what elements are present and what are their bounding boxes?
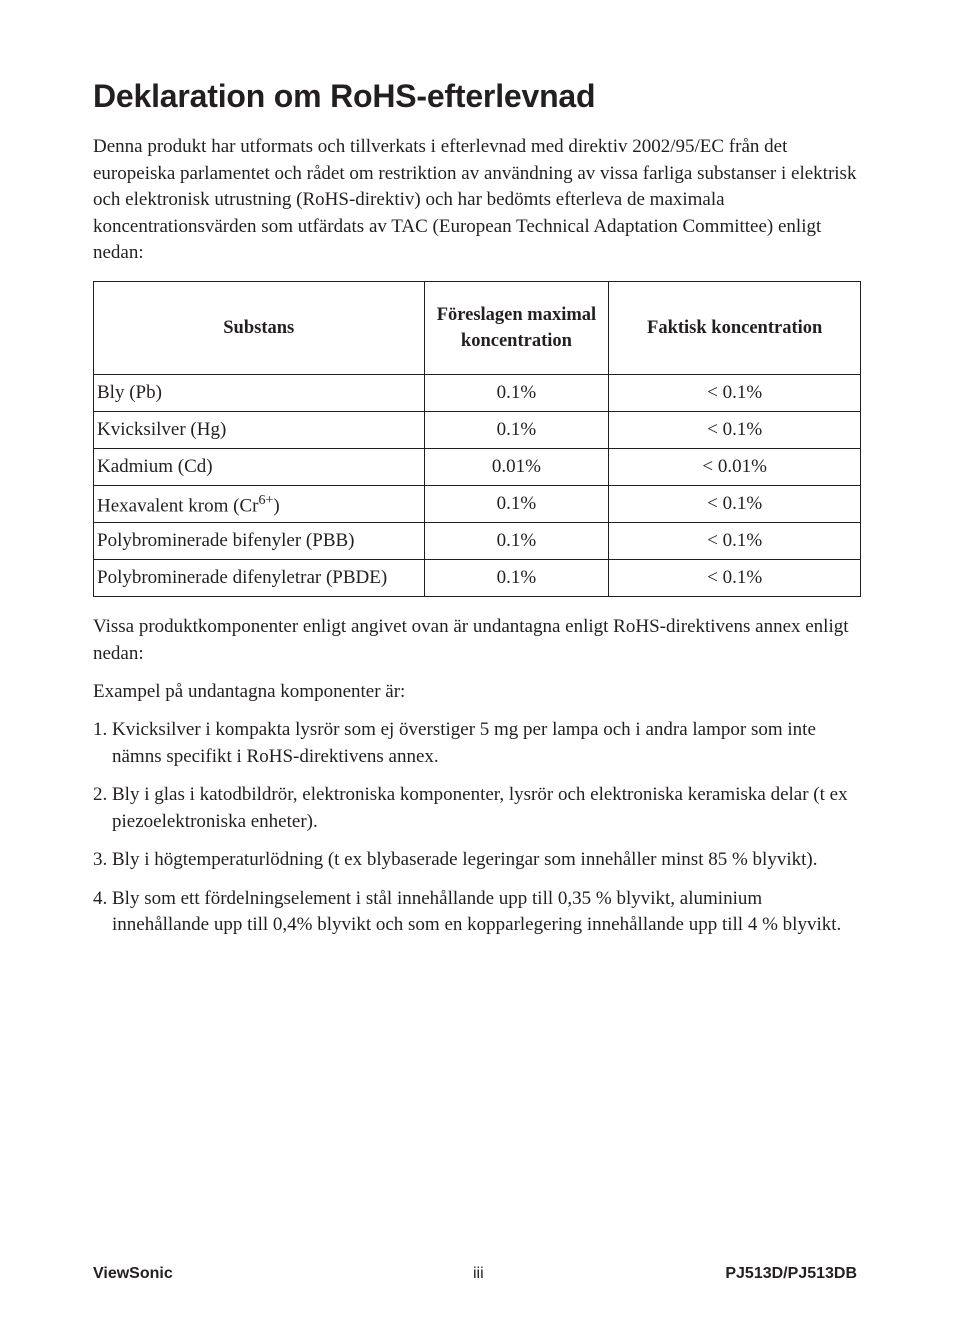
list-item xyxy=(93,717,861,770)
cell-substance xyxy=(94,486,425,523)
list-item-number: 3. xyxy=(93,849,108,870)
table-row xyxy=(94,412,861,449)
cell-proposed: 0.01% xyxy=(424,449,609,486)
header-proposed-max-line1: Föreslagen maximal xyxy=(436,305,597,325)
list-item xyxy=(93,847,861,874)
list-item-text: Bly i högtemperaturlödning (t ex blybaserade legeringar som innehåller minst 85 % blyvikt). xyxy=(112,849,818,870)
cell-actual: < 0.1% xyxy=(609,560,861,597)
table-row xyxy=(94,523,861,560)
cell-substance-superscript: 6+ xyxy=(258,493,274,509)
footer-page-number: iii xyxy=(473,1265,484,1282)
footer-model: PJ513D/PJ513DB xyxy=(725,1265,857,1282)
cell-actual: < 0.1% xyxy=(609,523,861,560)
cell-actual: < 0.01% xyxy=(609,449,861,486)
list-item-number: 4. xyxy=(93,887,108,909)
cell-proposed: 0.1% xyxy=(424,486,609,523)
cell-proposed: 0.1% xyxy=(424,523,609,560)
cell-substance-tail: ) xyxy=(273,495,280,517)
cell-substance: Kadmium (Cd) xyxy=(94,449,425,486)
cell-substance: Bly (Pb) xyxy=(94,375,425,412)
cell-proposed: 0.1% xyxy=(424,560,609,597)
cell-substance: Kvicksilver (Hg) xyxy=(94,412,425,449)
cell-substance-text: Hexavalent krom (Cr xyxy=(97,495,259,517)
page-footer xyxy=(93,1265,857,1285)
exempt-note: Vissa produktkomponenter enligt angivet ovan är undantagna enligt RoHS-direktivens annex enligt nedan: xyxy=(93,616,849,664)
list-item-text: Bly som ett fördelningselement i stål innehållande upp till 0,35 % blyvikt, aluminium innehållande upp till 0,4% blyvikt och som en kopparlegering innehållande upp till 4 % blyvikt. xyxy=(112,887,842,935)
cell-actual: < 0.1% xyxy=(609,375,861,412)
header-proposed-max-line2: koncentration xyxy=(460,331,572,351)
cell-proposed: 0.1% xyxy=(424,375,609,412)
cell-actual: < 0.1% xyxy=(609,486,861,523)
list-item-text: Kvicksilver i kompakta lysrör som ej överstiger 5 mg per lampa och i andra lampor som inte nämns specifikt i RoHS-direktivens annex. xyxy=(112,719,816,767)
list-item xyxy=(93,782,861,835)
header-actual: Faktisk koncentration xyxy=(609,282,861,375)
table-header-row xyxy=(94,282,861,375)
page-title: Deklaration om RoHS-efterlevnad xyxy=(93,78,596,114)
table-row xyxy=(94,375,861,412)
intro-paragraph: Denna produkt har utformats och tillverkats i efterlevnad med direktiv 2002/95/EC från det europeiska parlamentet och rådet om restriktion av användning av vissa farliga substanser i elektrisk och elektronisk utrustning (RoHS-direktiv) och har bedömts efterleva de maximala koncentrationsvärden som utfärdats av TAC (European Technical Adaptation Committee) enligt nedan: xyxy=(93,136,857,263)
cell-actual: < 0.1% xyxy=(609,412,861,449)
cell-proposed: 0.1% xyxy=(424,412,609,449)
examples-heading: Exampel på undantagna komponenter är: xyxy=(93,681,406,702)
list-item-number: 1. xyxy=(93,719,108,740)
footer-brand: ViewSonic xyxy=(93,1265,173,1282)
list-item-text: Bly i glas i katodbildrör, elektroniska komponenter, lysrör och elektroniska keramiska delar (t ex piezoelektroniska enheter). xyxy=(112,784,848,832)
table-row xyxy=(94,449,861,486)
cell-substance: Polybrominerade difenyletrar (PBDE) xyxy=(94,560,425,597)
cell-substance: Polybrominerade bifenyler (PBB) xyxy=(94,523,425,560)
header-substance: Substans xyxy=(94,282,425,375)
table-row xyxy=(94,486,861,523)
list-item xyxy=(93,886,861,939)
rohs-table xyxy=(93,281,861,597)
exemption-list xyxy=(93,717,861,951)
table-row xyxy=(94,560,861,597)
header-proposed-max xyxy=(424,282,609,375)
list-item-number: 2. xyxy=(93,784,108,805)
